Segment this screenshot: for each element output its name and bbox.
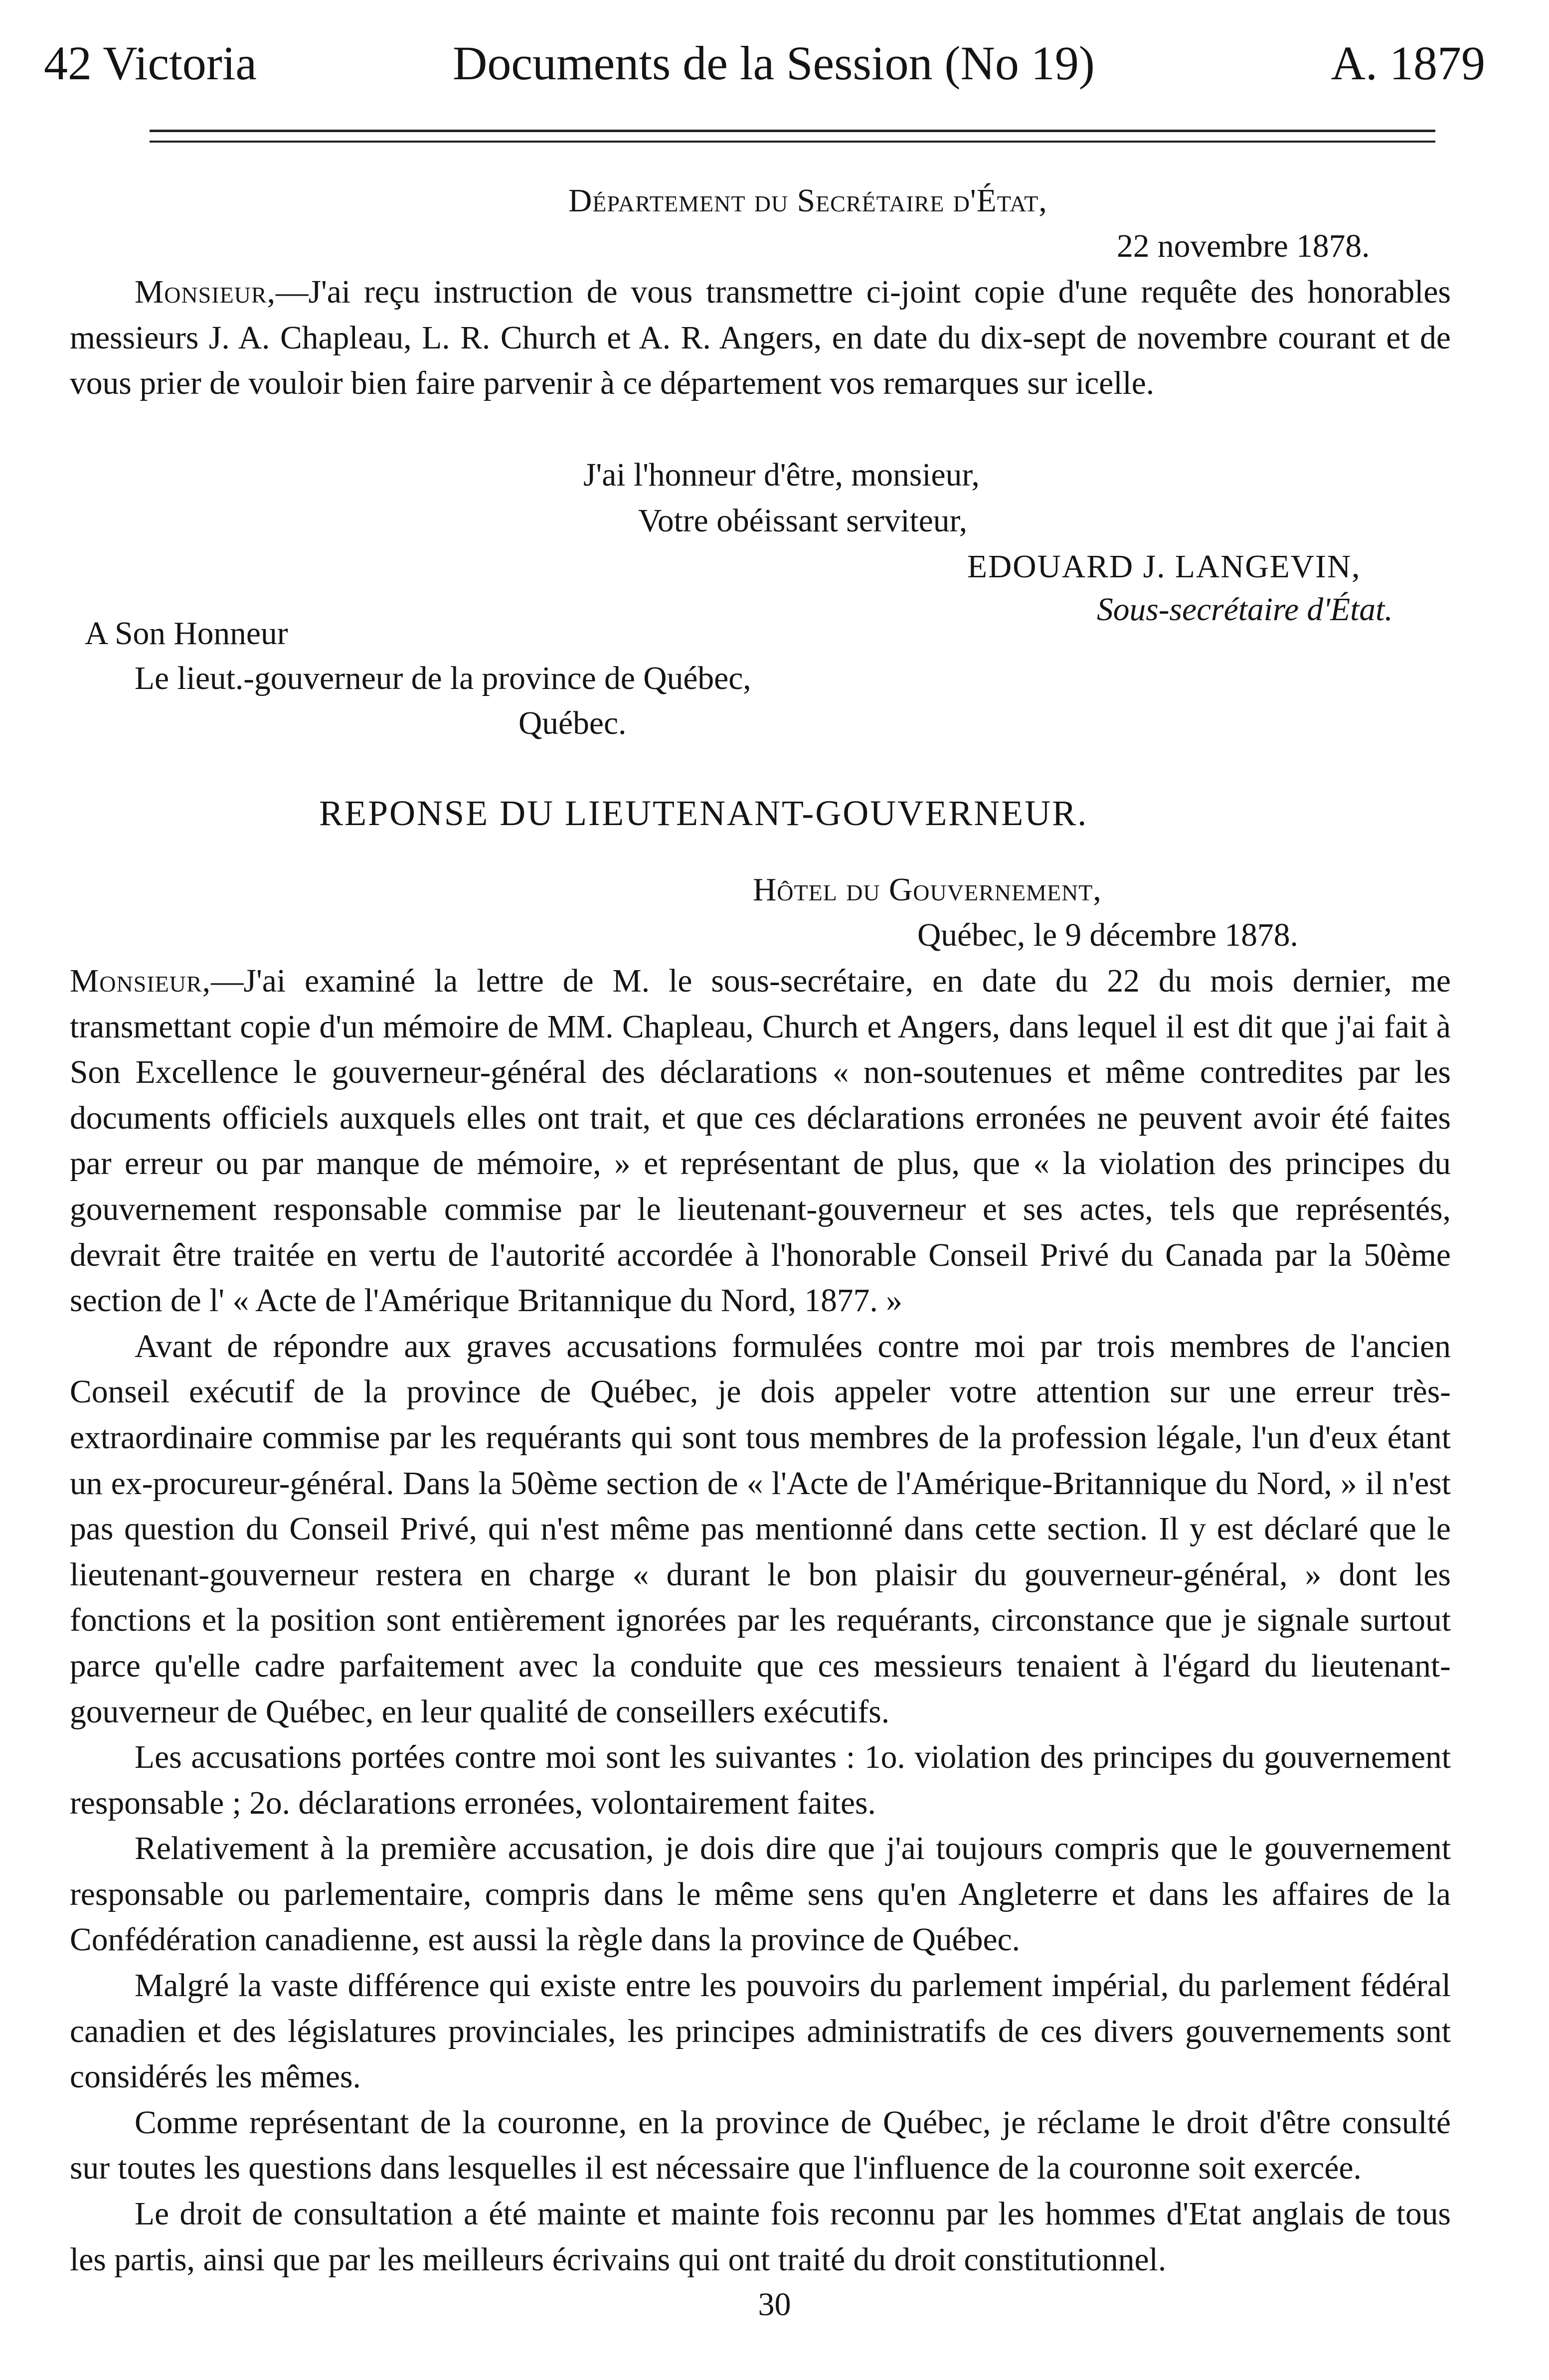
letter2-salutation: Monsieur,	[70, 963, 211, 999]
letter1-department: Département du Secrétaire d'État,	[568, 183, 1047, 219]
letter2-paragraph: Avant de répondre aux graves accusations formulées contre moi par trois membres de l'ancien Conseil exécutif de la province de Québec, je dois appeler votre attention sur une erreur très-extraordinaire commise par les requérants qui sont tous membres de la profession légale, l'un d'eux étant un ex-procureur-général. Dans la 50ème section de « l'Acte de l'Amérique-Britannique du Nord, » il n'est pas question du Conseil Privé, qui n'est même pas mentionné dans cette section. Il y est déclaré que le lieutenant-gouverneur restera en charge « durant le bon plaisir du gouverneur-général, » dont les fonctions et la position sont entièrement ignorées par les requérants, circonstance que je signale surtout parce qu'elle cadre parfaitement avec la conduite que ces messieurs tenaient à l'égard du lieutenant-gouverneur de Québec, en leur qualité de conseillers exécutifs.	[70, 1328, 1451, 1730]
letter1-salutation: Monsieur,	[135, 274, 276, 310]
section-heading: REPONSE DU LIEUTENANT-GOUVERNEUR.	[319, 793, 1088, 833]
header-rule-bottom	[150, 141, 1435, 143]
letter2-paragraph: —J'ai examiné la lettre de M. le sous-secrétaire, en date du 22 du mois dernier, me transmettant copie d'un mémoire de MM. Chapleau, Church et Angers, dans lequel il est dit que j'ai fait à Son Excellence le gouverneur-général des déclarations « non-soutenues et même contredites par les documents officiels auxquels elles ont trait, et que ces déclarations erronées ne peuvent avoir été faites par erreur ou par manque de mémoire, » et représentant de plus, que « la violation des principes du gouvernement responsable commise par le lieutenant-gouverneur et ses actes, tels que représentés, devrait être traitée en vertu de l'autorité accordée à l'honorable Conseil Privé du Canada par la 50ème section de l' « Acte de l'Amérique Britannique du Nord, 1877. »	[70, 963, 1451, 1319]
letter2-paragraph: Relativement à la première accusation, je dois dire que j'ai toujours compris que le gouvernement responsable ou parlementaire, compris dans le même sens qu'en Angleterre et dans les affaires de la Confédération canadienne, est aussi la règle dans la province de Québec.	[70, 1831, 1451, 1958]
page-number: 30	[758, 2286, 791, 2323]
letter1-closing-line-1: J'ai l'honneur d'être, monsieur,	[583, 457, 980, 493]
header-session-volume: 42 Victoria	[44, 36, 257, 90]
letter2-paragraph: Le droit de consultation a été mainte et mainte fois reconnu par les hommes d'Etat anglais de tous les partis, ainsi que par les meilleurs écrivains qui ont traité du droit constitutionnel.	[70, 2196, 1451, 2278]
letter1-address-line-2: Le lieut.-gouverneur de la province de Québec,	[135, 661, 751, 696]
letter1-signature: EDOUARD J. LANGEVIN,	[967, 549, 1361, 585]
letter1-address-line-1: A Son Honneur	[85, 616, 288, 652]
letter1-body	[70, 270, 1451, 407]
letter1-signer-title: Sous-secrétaire d'État.	[1097, 592, 1393, 628]
letter2-date: Québec, le 9 décembre 1878.	[917, 917, 1298, 953]
letter2-paragraph: Comme représentant de la couronne, en la province de Québec, je réclame le droit d'être consulté sur toutes les questions dans lesquelles il est nécessaire que l'influence de la couronne soit exercée.	[70, 2104, 1451, 2187]
running-head	[44, 26, 1485, 101]
letter1-date: 22 novembre 1878.	[1117, 228, 1370, 264]
letter2-body	[70, 959, 1451, 2283]
letter2-paragraph: Malgré la vaste différence qui existe entre les pouvoirs du parlement impérial, du parlement fédéral canadien et des législatures provinciales, les principes administratifs de ces divers gouvernements sont considérés les mêmes.	[70, 1968, 1451, 2095]
letter1-body-text: —J'ai reçu instruction de vous transmettre ci-joint copie d'une requête des honorables messieurs J. A. Chapleau, L. R. Church et A. R. Angers, en date du dix-sept de novembre courant et de vous prier de vouloir bien faire parvenir à ce département vos remarques sur icelle.	[70, 274, 1451, 402]
letter1-address-line-3: Québec.	[518, 705, 627, 741]
letter2-paragraph: Les accusations portées contre moi sont les suivantes : 1o. violation des principes du gouvernement responsable ; 2o. déclarations erronées, volontairement faites.	[70, 1739, 1451, 1821]
header-rule-top	[150, 130, 1435, 132]
letter1-closing-line-2: Votre obéissant serviteur,	[638, 503, 968, 539]
header-title: Documents de la Session (No 19)	[453, 36, 1095, 90]
letter2-place: Hôtel du Gouvernement,	[753, 872, 1102, 908]
header-year: A. 1879	[1331, 36, 1485, 90]
